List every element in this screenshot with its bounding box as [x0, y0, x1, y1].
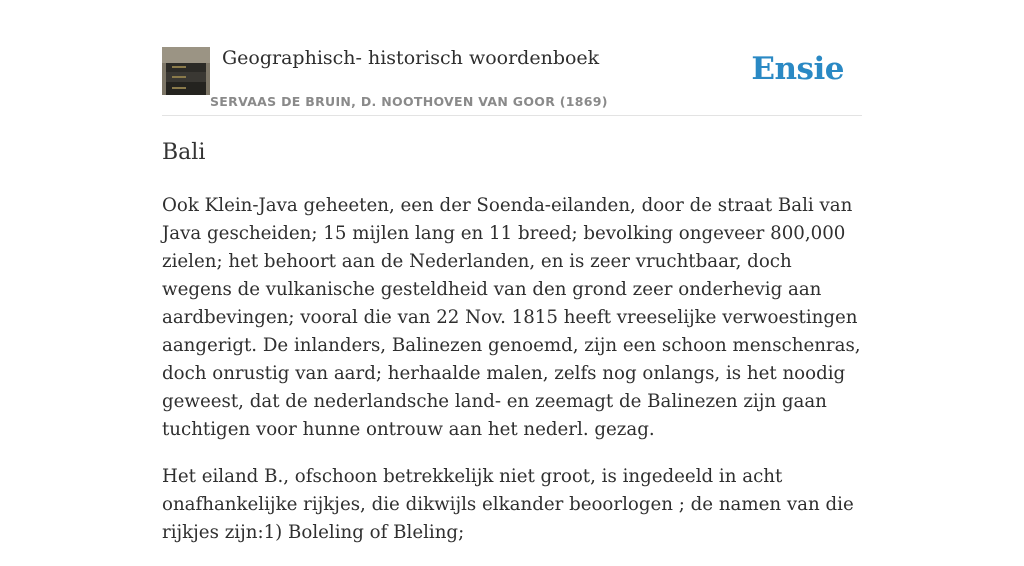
book-title[interactable]: Geographisch- historisch woordenboek: [222, 47, 600, 69]
entry-paragraph: Het eiland B., ofschoon betrekkelijk niet groot, is ingedeeld in acht onafhankelijke rijkjes, die dikwijls elkander beoorlogen ; de namen van die rijkjes zijn:1) Boleling of Bleling;: [162, 466, 854, 543]
book-author-meta: SERVAAS DE BRUIN, D. NOOTHOVEN VAN GOOR (1869): [210, 94, 608, 109]
entry-title: Bali: [162, 140, 206, 165]
book-cover-icon[interactable]: [162, 47, 210, 95]
page-header: [162, 40, 862, 116]
ensie-logo[interactable]: Ensie: [751, 51, 844, 87]
entry-paragraph: Ook Klein-Java geheeten, een der Soenda-eilanden, door de straat Bali van Java gescheiden; 15 mijlen lang en 11 breed; bevolking ongeveer 800,000 zielen; het behoort aan de Nederlanden, en is zeer vruchtbaar, doch wegens de vulkanische gesteldheid van den grond zeer onderhevig aan aardbevingen; vooral die van 22 Nov. 1815 heeft vreeselijke verwoestingen aangerigt. De inlanders, Balinezen genoemd, zijn een schoon menschenras, doch onrustig van aard; herhaalde malen, zelfs nog onlangs, is het noodig geweest, dat de nederlandsche land- en zeemagt de Balinezen zijn gaan tuchtigen voor hunne ontrouw aan het nederl. gezag.: [162, 195, 861, 440]
entry-body: [162, 192, 862, 566]
